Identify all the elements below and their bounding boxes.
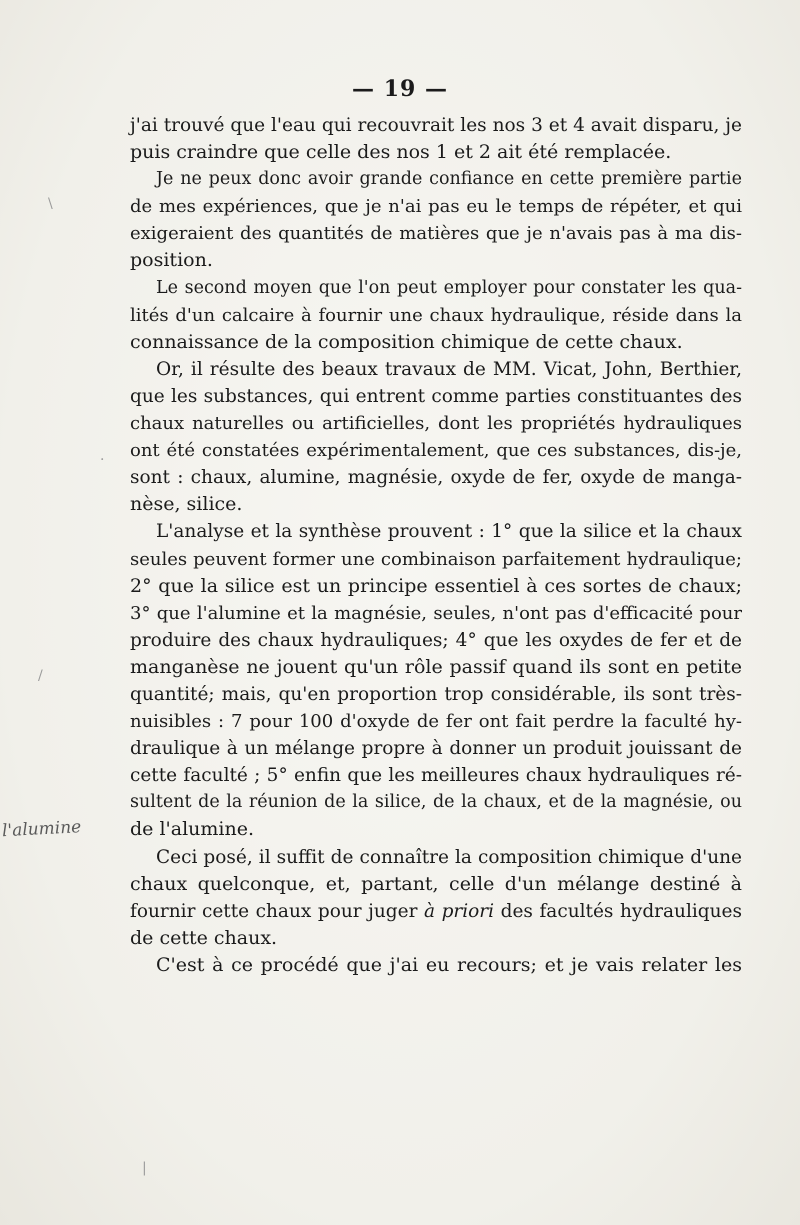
text-line: Ceci posé, il suffit de connaître la composition chimique d'une — [156, 846, 742, 868]
page-number: — 19 — — [352, 76, 448, 102]
text-line: ont été constatées expérimentalement, que ces substances, dis-je, — [130, 440, 742, 462]
text-line: cette faculté ; 5° enfin que les meilleures chaux hydrauliques ré- — [130, 765, 742, 787]
margin-mark: \ — [48, 196, 53, 212]
text-line: quantité; mais, qu'en proportion trop considérable, ils sont très- — [130, 683, 742, 705]
text-line: 2° que la silice est un principe essentiel à ces sortes de chaux; — [130, 574, 742, 597]
text-line: L'analyse et la synthèse prouvent : 1° que la silice et la chaux — [156, 521, 742, 543]
text-line: chaux quelconque, et, partant, celle d'un mélange destiné à — [130, 872, 742, 895]
text-line: draulique à un mélange propre à donner un produit jouissant de — [130, 738, 742, 760]
text-line: lités d'un calcaire à fournir une chaux hydraulique, réside dans la — [130, 304, 742, 326]
margin-mark: · — [100, 452, 105, 468]
text-line: produire des chaux hydrauliques; 4° que les oxydes de fer et de — [130, 629, 742, 651]
text-line: Le second moyen que l'on peut employer pour constater les qua- — [156, 277, 742, 298]
body-text — [130, 112, 742, 979]
margin-mark: / — [38, 668, 43, 684]
text-line: que les substances, qui entrent comme parties constituantes des — [130, 385, 742, 407]
text-line: de mes expériences, que je n'ai pas eu le temps de répéter, et qui — [130, 196, 742, 218]
text-line: nuisibles : 7 pour 100 d'oxyde de fer ont fait perdre la faculté hy- — [130, 711, 742, 733]
text-line: sultent de la réunion de la silice, de la chaux, et de la magnésie, ou — [130, 792, 742, 813]
text-line: Or, il résulte des beaux travaux de MM. Vicat, John, Berthier, — [156, 358, 742, 380]
text-line: seules peuvent former une combinaison parfaitement hydraulique; — [130, 548, 742, 570]
handwritten-margin-note: l'alumine — [1, 817, 82, 842]
text-line: position. — [130, 249, 213, 272]
text-line: chaux naturelles ou artificielles, dont les propriétés hydrauliques — [130, 413, 742, 435]
text-line: sont : chaux, alumine, magnésie, oxyde de fer, oxyde de manga- — [130, 467, 742, 489]
text-line: C'est à ce procédé que j'ai eu recours; et je vais relater les — [156, 953, 742, 976]
text-line: exigeraient des quantités de matières que je n'avais pas à ma dis- — [130, 223, 742, 245]
text-line: fournir cette chaux pour juger à priori des facultés hydrauliques — [130, 900, 742, 922]
text-line: manganèse ne jouent qu'un rôle passif quand ils sont en petite — [130, 655, 742, 678]
text-line: puis craindre que celle des nos 1 et 2 ait été remplacée. — [130, 141, 672, 164]
text-line: 3° que l'alumine et la magnésie, seules, n'ont pas d'efficacité pour — [130, 602, 742, 624]
italic-phrase: à priori — [423, 900, 495, 922]
margin-mark: | — [142, 1160, 147, 1176]
text-line: de cette chaux. — [130, 926, 278, 949]
text-line: nèse, silice. — [130, 493, 243, 516]
text-line: de l'alumine. — [130, 818, 255, 841]
text-line: Je ne peux donc avoir grande confiance en cette première partie — [156, 169, 742, 190]
text-line: connaissance de la composition chimique de cette chaux. — [130, 330, 683, 353]
text-line: j'ai trouvé que l'eau qui recouvrait les nos 3 et 4 avait disparu, je — [130, 115, 742, 136]
